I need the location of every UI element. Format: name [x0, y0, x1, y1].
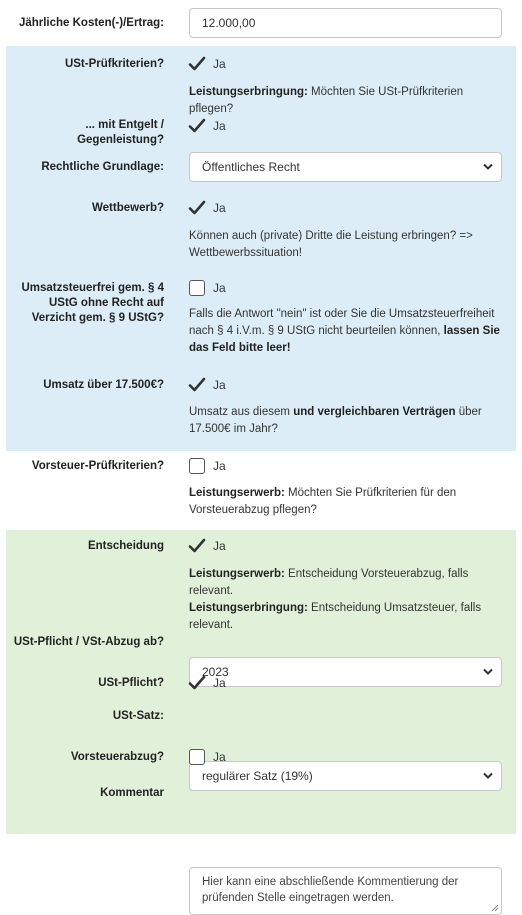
entscheidung-label: Entscheidung — [87, 540, 164, 552]
label-line: Umsatzsteuerfrei gem. § 4 — [21, 282, 164, 294]
help-line: Können auch (private) Dritte die Leistung erbringen? => — [189, 230, 473, 242]
checkbox-label: Ja — [213, 676, 226, 690]
checkbox-label: Ja — [213, 281, 226, 295]
ust-pflicht-label: USt-Pflicht? — [98, 677, 164, 689]
umsatz-checkbox[interactable] — [189, 377, 226, 393]
help-line: Wettbewerbssituation! — [189, 247, 302, 259]
vorsteuerabzug-label: Vorsteuerabzug? — [70, 751, 164, 763]
chevron-down-icon — [483, 163, 493, 171]
checkbox-label: Ja — [213, 119, 226, 133]
pflicht-ab-label: USt-Pflicht / VSt-Abzug ab? — [13, 636, 164, 648]
umsatz-help — [189, 404, 505, 438]
help-text: nach § 4 i.V.m. § 9 UStG nicht beurteilen können, — [189, 325, 444, 337]
help-bold: Leistungserbringung: — [189, 86, 308, 98]
ust-pruef-help — [189, 84, 505, 118]
checkbox-box[interactable] — [189, 280, 205, 296]
entscheidung-checkbox[interactable] — [189, 538, 226, 554]
select-value: 2023 — [202, 665, 229, 679]
ust-pruef-label: USt-Prüfkriterien? — [64, 58, 164, 70]
wettbewerb-help — [189, 228, 505, 262]
checkbox-box[interactable] — [189, 538, 205, 554]
help-bold: und vergleichbaren Verträgen — [293, 406, 456, 418]
help-line: relevant. — [189, 619, 234, 631]
ust-satz-select[interactable] — [189, 761, 502, 791]
entgelt-label — [8, 118, 164, 148]
check-icon — [188, 117, 206, 135]
check-icon — [188, 199, 206, 217]
help-text: Umsatz aus diesem — [189, 406, 294, 418]
help-text: Entscheidung Vorsteuerabzug, falls relevant. — [189, 568, 469, 597]
placeholder-line: Hier kann eine abschließende Kommentierung der — [202, 876, 459, 888]
help-bold: lassen Sie — [443, 325, 500, 337]
checkbox-label: Ja — [213, 459, 226, 473]
checkbox-label: Ja — [213, 378, 226, 392]
wettbewerb-checkbox[interactable] — [189, 200, 226, 216]
ust-pruef-checkbox[interactable] — [189, 56, 226, 72]
label-line: ... mit Entgelt / — [85, 119, 164, 131]
help-line — [189, 566, 505, 600]
help-text: Entscheidung Umsatzsteuer, falls — [307, 602, 482, 614]
help-text: Möchten Sie Prüfkriterien für den — [284, 487, 457, 499]
help-line — [189, 323, 505, 340]
placeholder-line: prüfenden Stelle eingetragen werden. — [202, 892, 394, 904]
help-line — [189, 600, 505, 617]
steuerfrei-help — [189, 306, 505, 357]
help-line — [189, 340, 505, 357]
help-bold: Leistungserbringung: — [189, 602, 308, 614]
vorsteuer-pruef-help — [189, 485, 505, 519]
label-line: Verzicht gem. § 9 UStG? — [31, 312, 164, 324]
kosten-label: Jährliche Kosten(-)/Ertrag: — [18, 17, 164, 29]
kosten-input[interactable]: 12.000,00 — [189, 8, 502, 38]
help-line — [189, 485, 505, 502]
kommentar-textarea[interactable] — [189, 867, 502, 915]
help-text: über — [455, 406, 482, 418]
checkbox-box[interactable] — [189, 458, 205, 474]
checkbox-label: Ja — [213, 539, 226, 553]
help-line — [189, 404, 505, 421]
check-icon — [188, 376, 206, 394]
wettbewerb-label: Wettbewerb? — [92, 202, 164, 214]
kommentar-label: Kommentar — [100, 787, 164, 799]
help-line: Falls die Antwort "nein" ist oder Sie die Umsatzsteuerfreiheit — [189, 308, 495, 320]
select-value: Öffentliches Recht — [202, 160, 300, 174]
checkbox-label: Ja — [213, 750, 226, 764]
vorsteuer-pruef-checkbox[interactable] — [189, 458, 226, 474]
check-icon — [188, 674, 206, 692]
label-line: UStG ohne Recht auf — [48, 297, 164, 309]
help-line: Vorsteuerabzug pflegen? — [189, 504, 317, 516]
entgelt-checkbox[interactable] — [189, 118, 226, 134]
chevron-down-icon — [483, 772, 493, 780]
chevron-down-icon — [483, 668, 493, 676]
pflicht-ab-select[interactable] — [189, 657, 502, 687]
checkbox-box[interactable] — [189, 675, 205, 691]
grundlage-select[interactable] — [189, 152, 502, 182]
help-text: Möchten Sie USt-Prüfkriterien pflegen? — [189, 86, 464, 115]
vorsteuerabzug-checkbox[interactable] — [189, 749, 226, 765]
help-bold: das Feld bitte leer! — [189, 342, 291, 354]
vorsteuer-pruef-label: Vorsteuer-Prüfkriterien? — [31, 460, 164, 472]
help-line: 17.500€ im Jahr? — [189, 423, 278, 435]
grundlage-label: Rechtliche Grundlage: — [41, 161, 164, 173]
umsatz-label: Umsatz über 17.500€? — [43, 379, 164, 391]
help-bold: Leistungserwerb: — [189, 487, 285, 499]
checkbox-box[interactable] — [189, 377, 205, 393]
resize-grip-icon[interactable] — [491, 904, 499, 912]
checkbox-label: Ja — [213, 57, 226, 71]
entscheidung-help — [189, 566, 505, 634]
steuerfrei-checkbox[interactable] — [189, 280, 226, 296]
help-bold: Leistungserwerb: — [189, 568, 285, 580]
checkbox-label: Ja — [213, 201, 226, 215]
checkbox-box[interactable] — [189, 200, 205, 216]
ust-pflicht-checkbox[interactable] — [189, 675, 226, 691]
check-icon — [188, 537, 206, 555]
check-icon — [188, 55, 206, 73]
select-value: regulärer Satz (19%) — [202, 769, 313, 783]
checkbox-box[interactable] — [189, 749, 205, 765]
ust-satz-label: USt-Satz: — [112, 710, 164, 722]
checkbox-box[interactable] — [189, 118, 205, 134]
checkbox-box[interactable] — [189, 56, 205, 72]
label-line: Gegenleistung? — [77, 134, 164, 146]
steuerfrei-label — [8, 281, 164, 326]
